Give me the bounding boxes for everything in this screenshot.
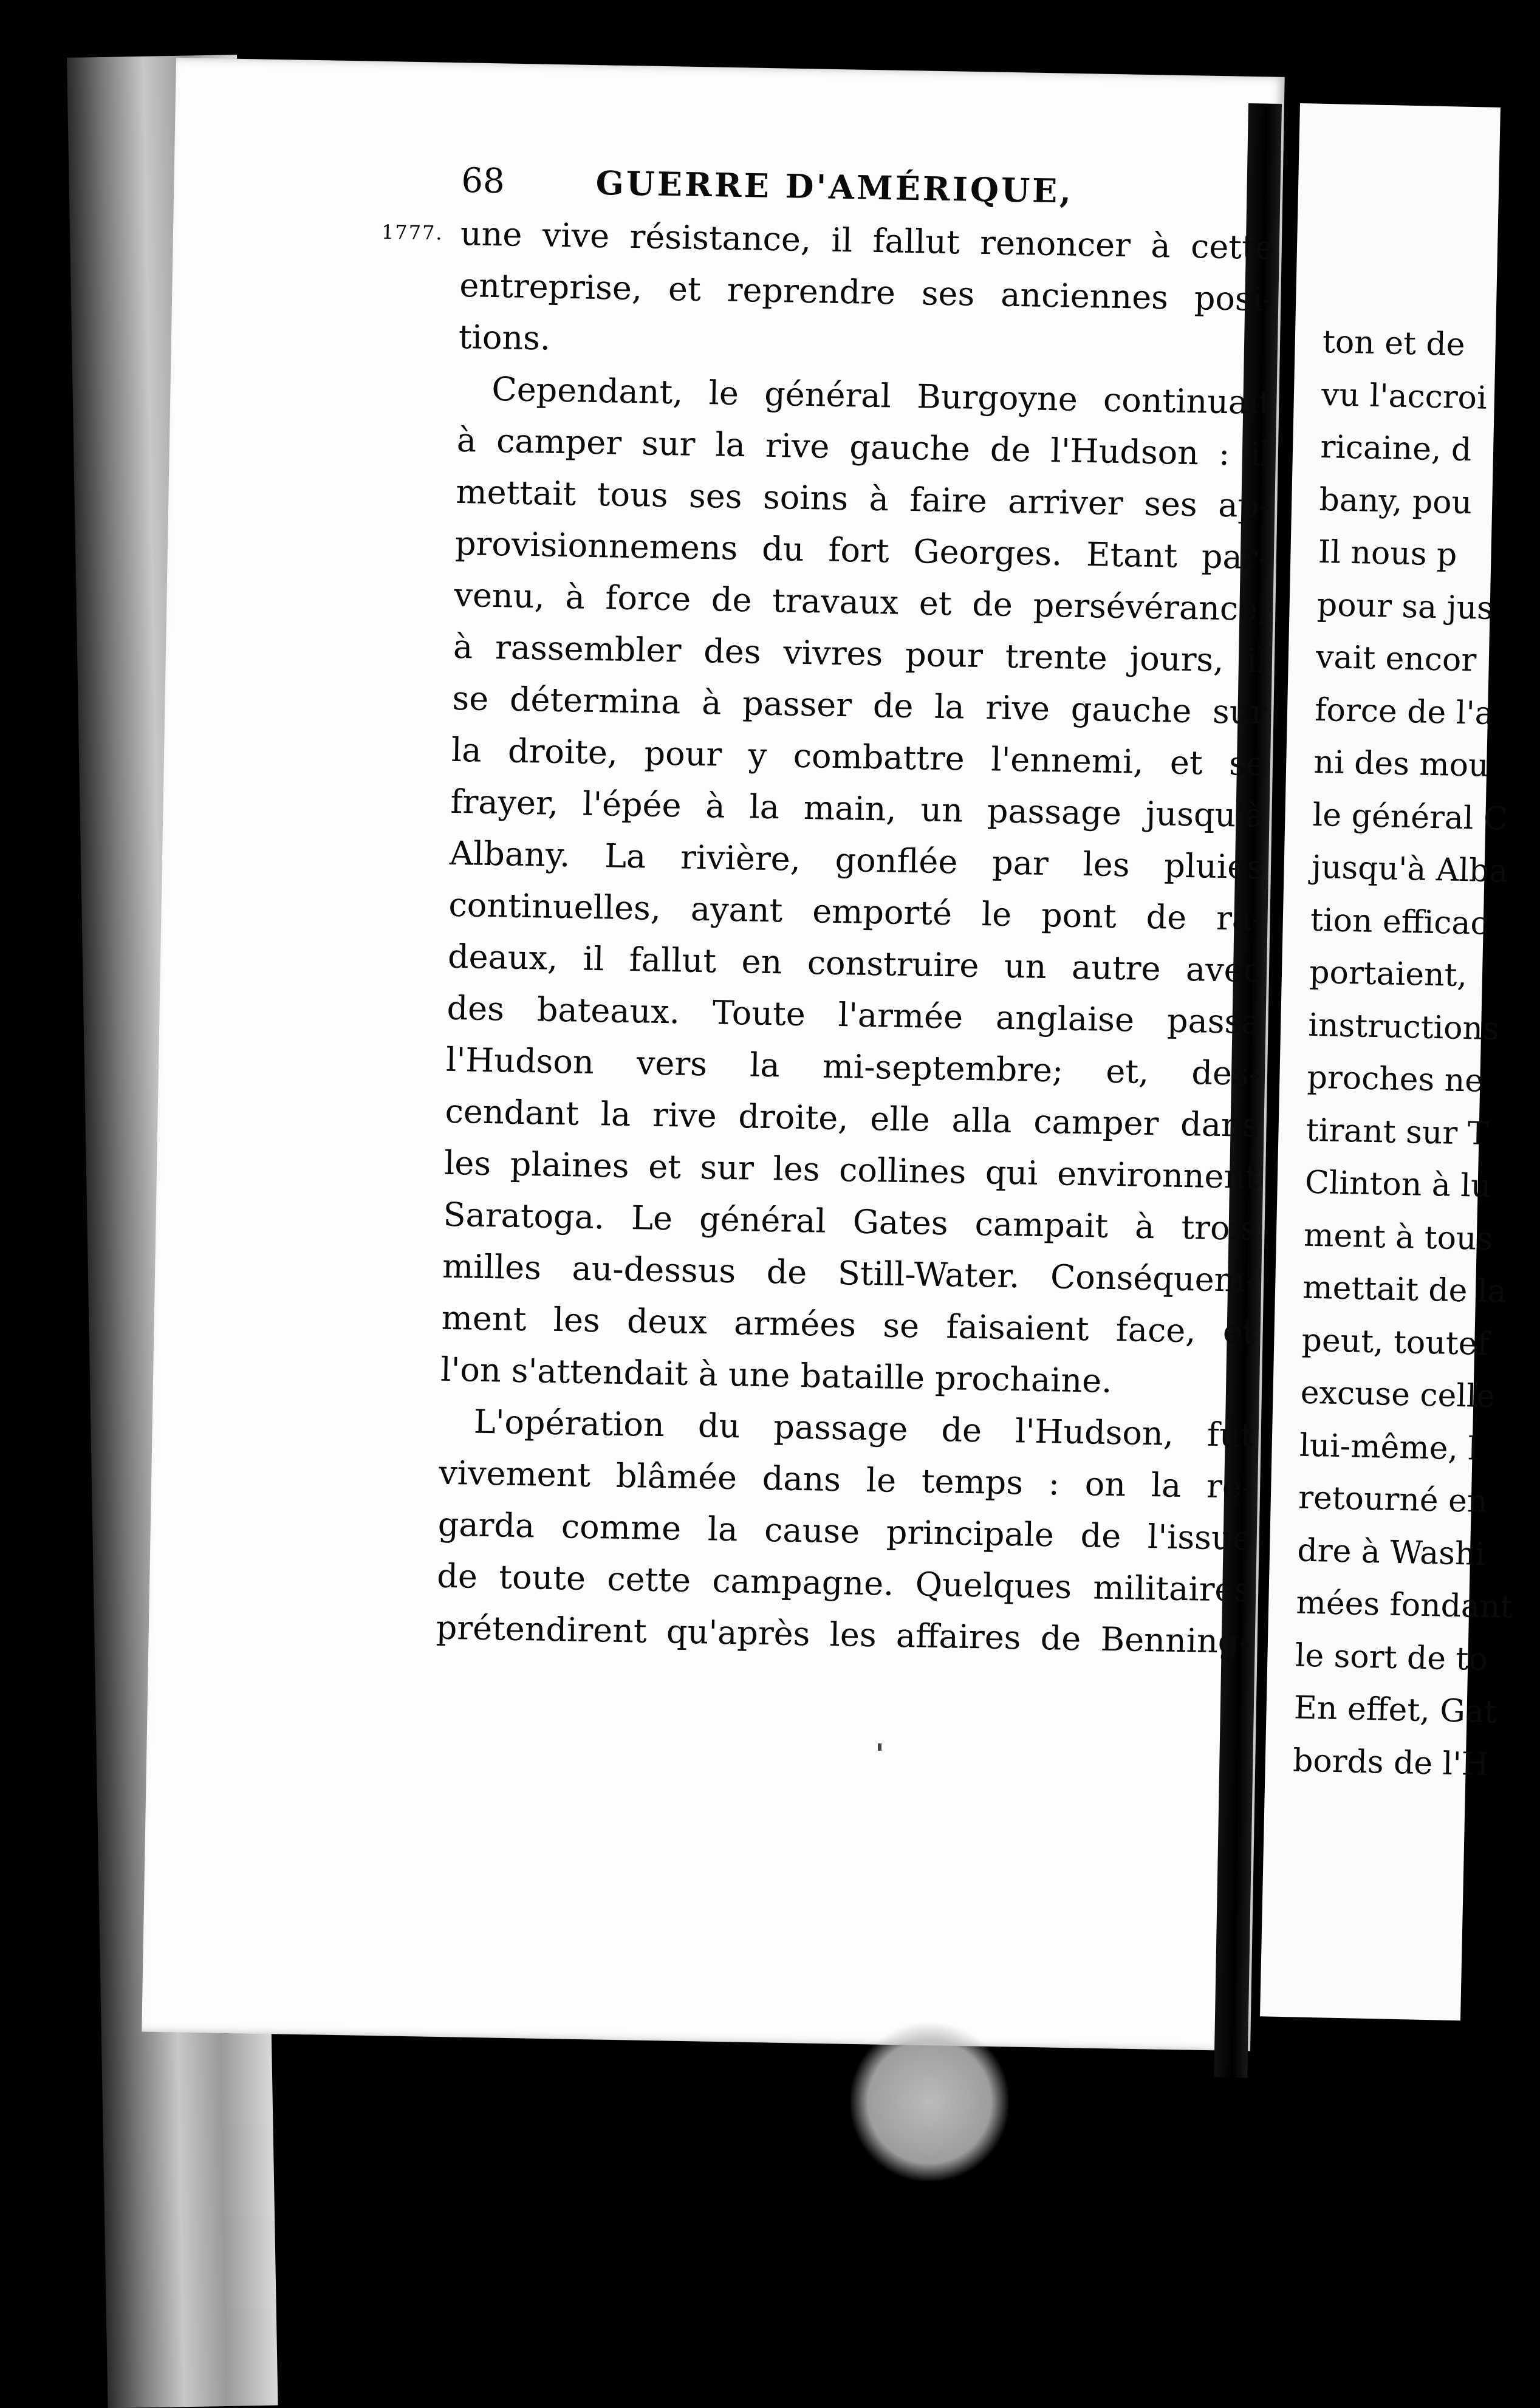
text-line: ni des mou <box>1313 744 1490 784</box>
text-line: se détermina à passer de la rive gauche sur <box>452 679 1267 732</box>
text-line: de toute cette campagne. Quelques militaires <box>436 1556 1251 1610</box>
text-line: à camper sur la rive gauche de l'Hudson : il <box>456 420 1271 474</box>
text-line: les plaines et sur les collines qui environnent <box>443 1143 1259 1197</box>
text-line: lui-même, l <box>1299 1427 1479 1468</box>
left-page-text <box>381 161 1276 1667</box>
text-line: venu, à force de travaux et de persévérance, <box>453 575 1268 629</box>
text-line: bords de l'H <box>1292 1742 1490 1783</box>
right-page-text <box>1292 316 1513 1791</box>
paragraph-1 <box>458 208 1275 377</box>
paragraph-2 <box>440 363 1272 1409</box>
text-line: frayer, l'épée à la main, un passage jusqu'à <box>450 782 1265 835</box>
text-line: garda comme la cause principale de l'issue <box>437 1505 1253 1558</box>
text-line: Albany. La rivière, gonflée par les pluies <box>449 833 1264 887</box>
text-line: milles au-dessus de Still-Water. Conséquem- <box>442 1247 1257 1300</box>
text-line: En effet, Gat <box>1293 1689 1497 1731</box>
text-line: vivement blâmée dans le temps : on la re- <box>438 1453 1253 1507</box>
text-line: tion efficac <box>1310 901 1489 942</box>
text-line: jusqu'à Alba <box>1311 849 1508 890</box>
text-line: à rassembler des vivres pour trente jours, il <box>453 627 1268 680</box>
text-line: provisionnemens du fort Georges. Etant par- <box>454 524 1270 577</box>
text-line: Clinton à lu <box>1304 1164 1492 1205</box>
text-line: deaux, il fallut en construire un autre avec <box>447 937 1262 990</box>
text-line: le sort de to <box>1295 1637 1488 1678</box>
text-line: peut, toutef <box>1301 1322 1490 1363</box>
paragraph-3 <box>436 1395 1254 1667</box>
text-line: une vive résistance, il fallut renoncer à cette <box>460 214 1275 267</box>
text-line: mées fondant <box>1295 1584 1513 1626</box>
text-line: ton et de <box>1322 323 1466 363</box>
text-line: retourné en <box>1298 1479 1488 1520</box>
margin-year: 1777. <box>381 220 443 245</box>
text-line: excuse celle <box>1300 1374 1496 1415</box>
text-line: mettait tous ses soins à faire arriver ses ap- <box>455 472 1270 525</box>
text-line: la droite, pour y combattre l'ennemi, et se <box>451 730 1266 784</box>
text-line: entreprise, et reprendre ses anciennes posi- <box>459 265 1274 319</box>
scan-smudge <box>850 2023 1008 2181</box>
text-line: Il nous p <box>1318 533 1457 573</box>
text-line: ricaine, d <box>1319 428 1472 469</box>
text-line: tions. <box>458 317 551 358</box>
text-line: prétendirent qu'après les affaires de Benning- <box>436 1608 1251 1661</box>
running-title: GUERRE D'AMÉRIQUE, <box>595 163 1074 211</box>
ink-speck <box>878 1743 881 1751</box>
text-line: vu l'accroi <box>1321 376 1488 417</box>
text-line: Cependant, le général Burgoyne continuait <box>491 369 1272 422</box>
text-line: L'opération du passage de l'Hudson, fut <box>473 1402 1254 1455</box>
text-line: cendant la rive droite, elle alla camper dans <box>445 1092 1260 1145</box>
text-line: l'Hudson vers la mi-septembre; et, des- <box>445 1040 1261 1093</box>
text-line: ment les deux armées se faisaient face, et <box>441 1298 1256 1352</box>
text-line: mettait de la <box>1302 1269 1507 1310</box>
text-line: Saratoga. Le général Gates campait à trois <box>443 1195 1258 1248</box>
text-line: portaient, <box>1309 954 1468 994</box>
text-line: dre à Washi <box>1296 1532 1486 1573</box>
text-line: continuelles, ayant emporté le pont de ra- <box>448 885 1263 939</box>
text-line: des bateaux. Toute l'armée anglaise passa <box>447 988 1262 1042</box>
text-line: tirant sur T <box>1306 1112 1490 1152</box>
text-line: ment à tous <box>1303 1217 1493 1257</box>
text-line: force de l'a <box>1314 691 1494 732</box>
text-line: vait encor <box>1315 638 1477 679</box>
text-line: bany, pou <box>1319 481 1473 521</box>
page-number: 68 <box>460 161 505 202</box>
text-line: proches ne <box>1307 1059 1484 1100</box>
text-line: l'on s'attendait à une bataille prochaine. <box>440 1350 1112 1400</box>
text-line: le général C <box>1312 796 1508 838</box>
text-line: pour sa jus <box>1316 586 1494 627</box>
text-line: instructions <box>1307 1007 1500 1047</box>
